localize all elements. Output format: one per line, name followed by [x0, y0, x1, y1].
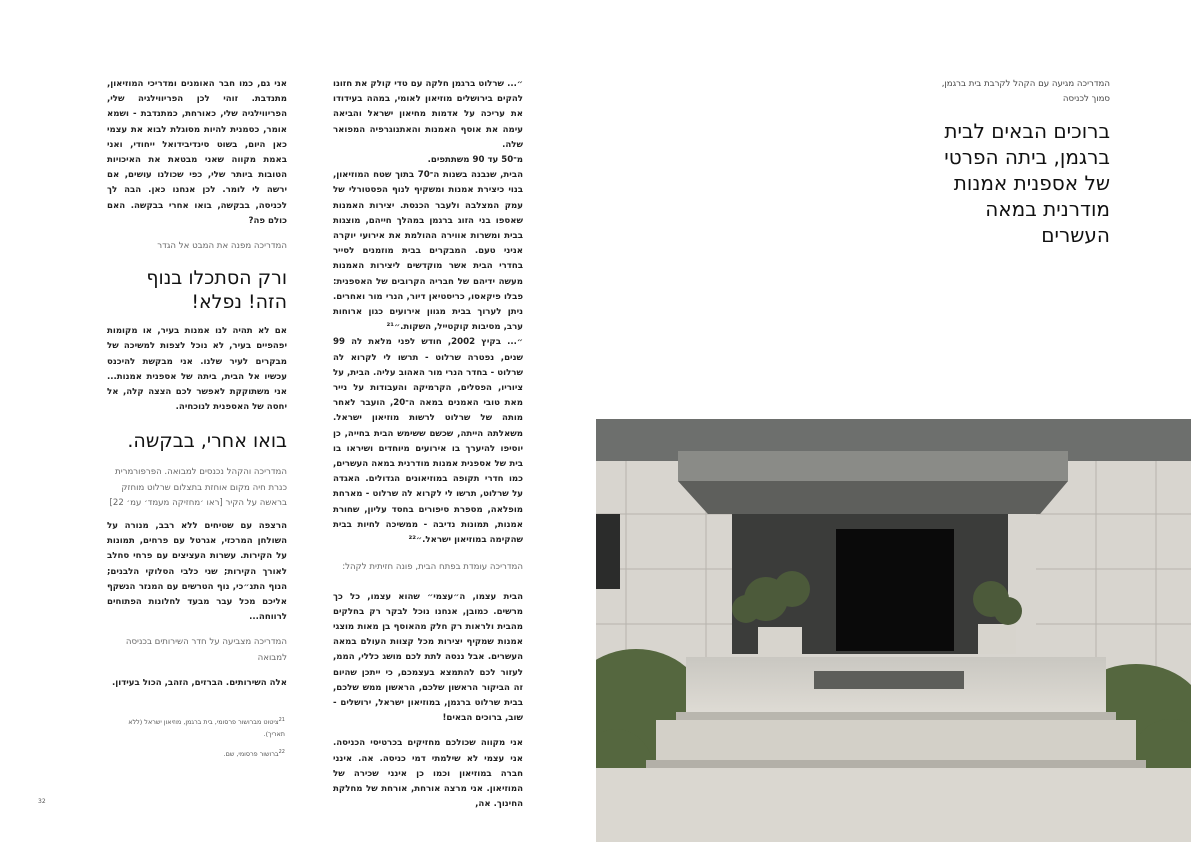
paragraph: הבית, שנבנה בשנות ה־70 בתוך שטח המוזיאון, בנוי כיצירת אמנות ומשקיף לנוף הפסטורלי של עמק המצלבה ולעבר הכנסת. יצירות האמנות שאספו בני הזוג ברגמן במהלך חייהם, מוצגות בבית ומשרות אווירה ההולמת את אירועי יוקרה אניני טעם. המבקרים בבית מוזמנים לסייר בחדרי הבית אשר מוקדשים ליצירות האמנות מעשה ידיהם של חבריה הקרובים של האספנית: פבלו פיקאסו, כריסטיאן דיור, הנרי מור ואחרים. ניתן לערוך בבית מגוון אירועים כגון ארוחות ערב, מסיבות קוקטייל, השקות.״²¹	[333, 170, 523, 333]
paragraph: ״... שרלוט ברגמן חלקה עם טדי קולק את חזונו להקים בירושלים מוזיאון לאומי, במהה בעידודו את עריכה על אדמות מחיאון ישראל והביאה עימה את אוסף האמנות והאתנוגרפיה המפואר שלה.	[333, 79, 523, 150]
paragraph: הבית עצמו, ה״עצמי״ שהוא עצמו, כל כך מרשים. כמובן, אנחנו נוכל לבקר רק בחלקים מהבית ולראות רק חלק מהאוסף בן מאות מוצגי אמנות שמקיף יצירות מכל קצוות העולם במאה העשרים. אבל ננסה לתת לכם מושג כללי, הממ, לעזור לכם להתמצא בעצמכם, כי ייתכן שהיום זה הביקור הראשון שלכם, הראשון ממש שלכם, בבית שרלוט ברגמן, במוזיאון ישראל, ירושלים - שוב, ברוכים הבאים!	[333, 591, 523, 724]
paragraph: אני מקווה שכולכם מחזיקים בכרטיסי הכניסה. אני עצמי לא שילמתי דמי כניסה. אה. אינני חברה במוזיאון וכמו כן אינני שכירה של המוזיאון. אני מרצה אורחת, אורחת של מחלקת החינוך. אה,	[333, 738, 523, 810]
stage-note-fence: המדריכה מפנה את המבט אל הגדר	[157, 241, 287, 252]
paragraph: אלה השירותים. הברזים, הזהב, הכול בעידון.	[112, 677, 287, 688]
text-column-left	[107, 77, 287, 691]
paragraph: הרצפה עם שטיחים ללא רבב, מנורה על השולחן המרכזי, אגרטל עם פרחים, תמונות על הקירות. עשרות העציצים עם פרחי סחלב לאורך הקירות; שני כלבי הסלוקי הלבנים; הנוף התנ״כי, נוף הטרשים עם המנזר הנשקף אליכם מכל עבר מבעד לחלונות הפתוחים לרווחה...	[107, 521, 287, 623]
intro-paragraph: אני גם, כמו חבר האומנים ומדריכי המוזיאון, מתנדבת. זוהי לכן הפריווילגיה שלי, הפריווילגיה שלי, כאורחת, כמתנדבת - ושמא אומר, כסמנית להיות מסוגלת לבוא את עצמי כאן היום, בשוט סינדיבידואל ייחודי, ואני באמת מקווה שאני מבטאת את האיכויות הטובות ביותר שלי, כפי שכולנו עושים, אם ירשה לי לומר. לכן אנחנו כאן. הבה לך לכניסה, בבקשה, בואו אחרי בבקשה. האם כולם פה?	[107, 79, 287, 226]
footnote: $^{21}$ציטוט מברושור פרסומי, בית ברגמן, מוזיאון ישראל (ללא תאריך).	[128, 717, 285, 739]
footnote: $^{22}$ברושור פרסומי, שם.	[223, 749, 285, 759]
heading-follow-me: בואו אחרי, בבקשה.	[127, 430, 287, 453]
stage-note-arrival: המדריכה מגיעה עם הקהל לקרבת בית ברגמן, סמוך לכניסה	[941, 79, 1110, 105]
page-heading-welcome: ברוכים הבאים לבית ברגמן, ביתה הפרטי של אספנית אמנות מודרנית במאה העשרים	[944, 119, 1110, 247]
paragraph: מ־50 עד 90 משתתפים.	[427, 155, 523, 166]
paragraph: ״... בקיץ 2002, חודש לפני מלאת לה 99 שנים, נפטרה שרלוט - תרשו לי לקרוא לה שרלוט - בחדר הנרי מור האהוב עליה. הבית, על ציוריו, הפסלים, הקרמיקה והעבודות על נייר מאת טובי האמנים במאה ה־20, הועבר לאחר מותה של שרלוט לרשות מוזיאון ישראל. משאלתה הייתה, שכשם ששימש הבית בחייה, כן יוסיפו להיערך בו אירועים מיוחדים ושיראו בו בית של אספנית אמנות מודרנית במאה העשרים, כמו חדרי תקופה במוזיאונים הגדולים. האגדה על שרלוט, תרשו לי לקרוא לה שרלוט - מארחת מופלאה, מספרת סיפורים בחסד עליון, שחורת אמנות, תמונות נדיבה - ממשיכה לחיות בבית שהקימה במוזיאון ישראל.״²²	[333, 337, 523, 546]
heading-view: ורק הסתכלו בנוף הזה! נפלא!	[146, 267, 287, 314]
page-number: 32	[38, 798, 46, 805]
stage-note-lobby: המדריכה והקהל נכנסים למבואה. הפרפורמרית כנרת חיה מקום אוחזת בתצלום שרלוט מוחזק בראשה על הקיר [ראו ׳מחזיקה מעמד׳ עמ׳ 22]	[109, 467, 287, 508]
entrance-photo	[596, 419, 1191, 842]
text-column-middle	[333, 77, 523, 812]
paragraph: אם לא תהיה לנו אמנות בעיר, או מקומות יפהפיים בעיר, לא נוכל לצפות למשיכה של מבקרים לעיר שלנו. אני מבקשת להיכנס עכשיו אל הבית, ביתה של אספנית אמנות... אני משתוקקת לאפשר לכם הצצה קלה, אל יחסה של האספנית לנוכחיה.	[107, 326, 287, 413]
stage-note-doorway: המדריכה עומדת בפתח הבית, פונה חזיתית לקהל:	[342, 562, 523, 573]
footnotes	[105, 714, 285, 760]
stage-note-restroom: המדריכה מצביעה על חדר השירותים בכניסה למבואה	[125, 637, 287, 663]
